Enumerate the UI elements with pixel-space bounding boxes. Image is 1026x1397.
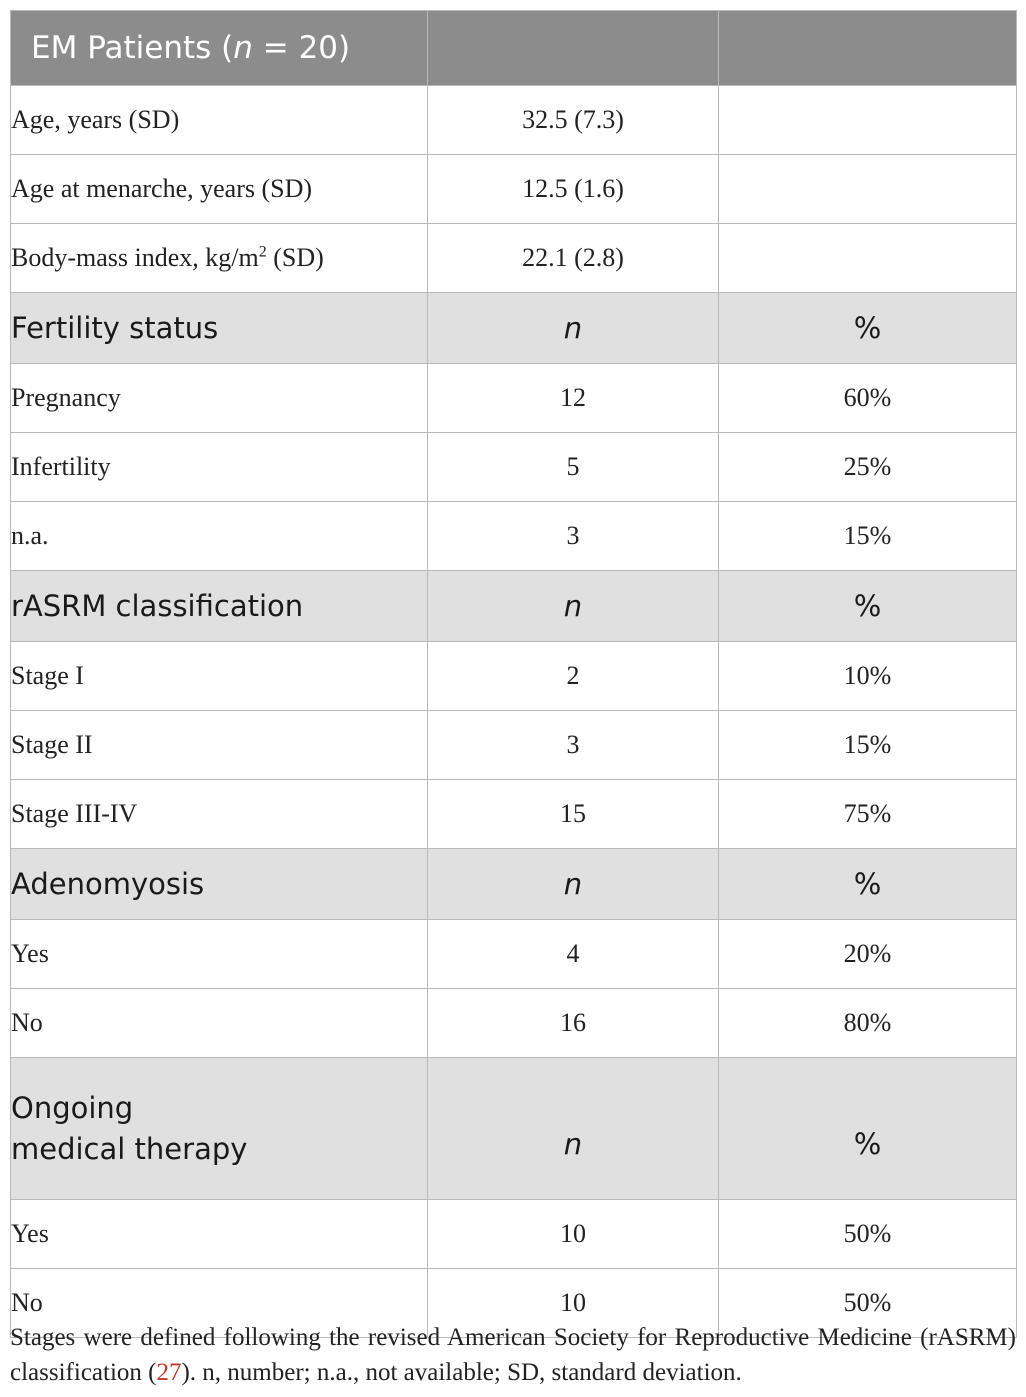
row-label: Pregnancy [11,364,428,433]
section-title: Fertility status [11,293,428,364]
row-label: No [11,989,428,1058]
row-label: Age at menarche, years (SD) [11,155,428,224]
percent-column-header: % [719,293,1017,364]
section-header-fertility-status [11,293,1017,364]
row-label: Infertility [11,433,428,502]
row-label: Age, years (SD) [11,86,428,155]
table-row [11,433,1017,502]
table-header-row [11,11,1017,86]
table-row [11,224,1017,293]
row-n: 10 [428,1200,719,1269]
row-percent: 50% [719,1269,1017,1338]
n-column-header: n [428,1058,719,1200]
section-title: Adenomyosis [11,849,428,920]
row-n: 5 [428,433,719,502]
row-label: Yes [11,920,428,989]
percent-column-header: % [719,1058,1017,1200]
row-percent: 10% [719,642,1017,711]
table-title-cell [11,11,428,86]
row-value: 22.1 (2.8) [428,224,719,293]
n-column-header: n [428,849,719,920]
section-header-rasrm-classification [11,571,1017,642]
row-n: 10 [428,1269,719,1338]
percent-column-header: % [719,571,1017,642]
row-n: 15 [428,780,719,849]
row-label: Body-mass index, $kg/m^2$ (SD) [11,224,428,293]
row-label: Yes [11,1200,428,1269]
row-label: No [11,1269,428,1338]
row-percent: 60% [719,364,1017,433]
table-row [11,920,1017,989]
section-header-adenomyosis [11,849,1017,920]
n-column-header: n [428,293,719,364]
row-value: 12.5 (1.6) [428,155,719,224]
row-percent: 80% [719,989,1017,1058]
reference-link[interactable]: 27 [156,1359,182,1386]
row-n: 3 [428,711,719,780]
row-percent: 25% [719,433,1017,502]
empty-cell [719,155,1017,224]
row-percent: 20% [719,920,1017,989]
table-row [11,502,1017,571]
row-percent: 15% [719,502,1017,571]
row-n: 3 [428,502,719,571]
table-row [11,364,1017,433]
row-label: Stage II [11,711,428,780]
section-title: Ongoing medical therapy [11,1058,428,1200]
row-label: Stage III-IV [11,780,428,849]
n-column-header: n [428,571,719,642]
row-n: 2 [428,642,719,711]
table-row [11,1200,1017,1269]
table-row [11,989,1017,1058]
row-label: n.a. [11,502,428,571]
section-header-ongoing-medical-therapy [11,1058,1017,1200]
table-row [11,642,1017,711]
table-row [11,155,1017,224]
percent-column-header: % [719,849,1017,920]
header-empty-cell [428,11,719,86]
row-n: 4 [428,920,719,989]
row-percent: 50% [719,1200,1017,1269]
table-row [11,711,1017,780]
empty-cell [719,86,1017,155]
table-row [11,780,1017,849]
row-value: 32.5 (7.3) [428,86,719,155]
row-percent: 15% [719,711,1017,780]
table-row [11,86,1017,155]
header-empty-cell [719,11,1017,86]
row-label: Stage I [11,642,428,711]
row-n: 16 [428,989,719,1058]
empty-cell [719,224,1017,293]
row-percent: 75% [719,780,1017,849]
section-title: rASRM classification [11,571,428,642]
row-n: 12 [428,364,719,433]
table-title: EM Patients (n = 20) [31,30,351,66]
patient-characteristics-table [10,10,1017,1338]
table-footnote: Stages were defined following the revised American Society for Reproductive Medicine (rASRM) classification (27). n, number; n.a., not available; SD, standard deviation. [10,1324,1016,1386]
